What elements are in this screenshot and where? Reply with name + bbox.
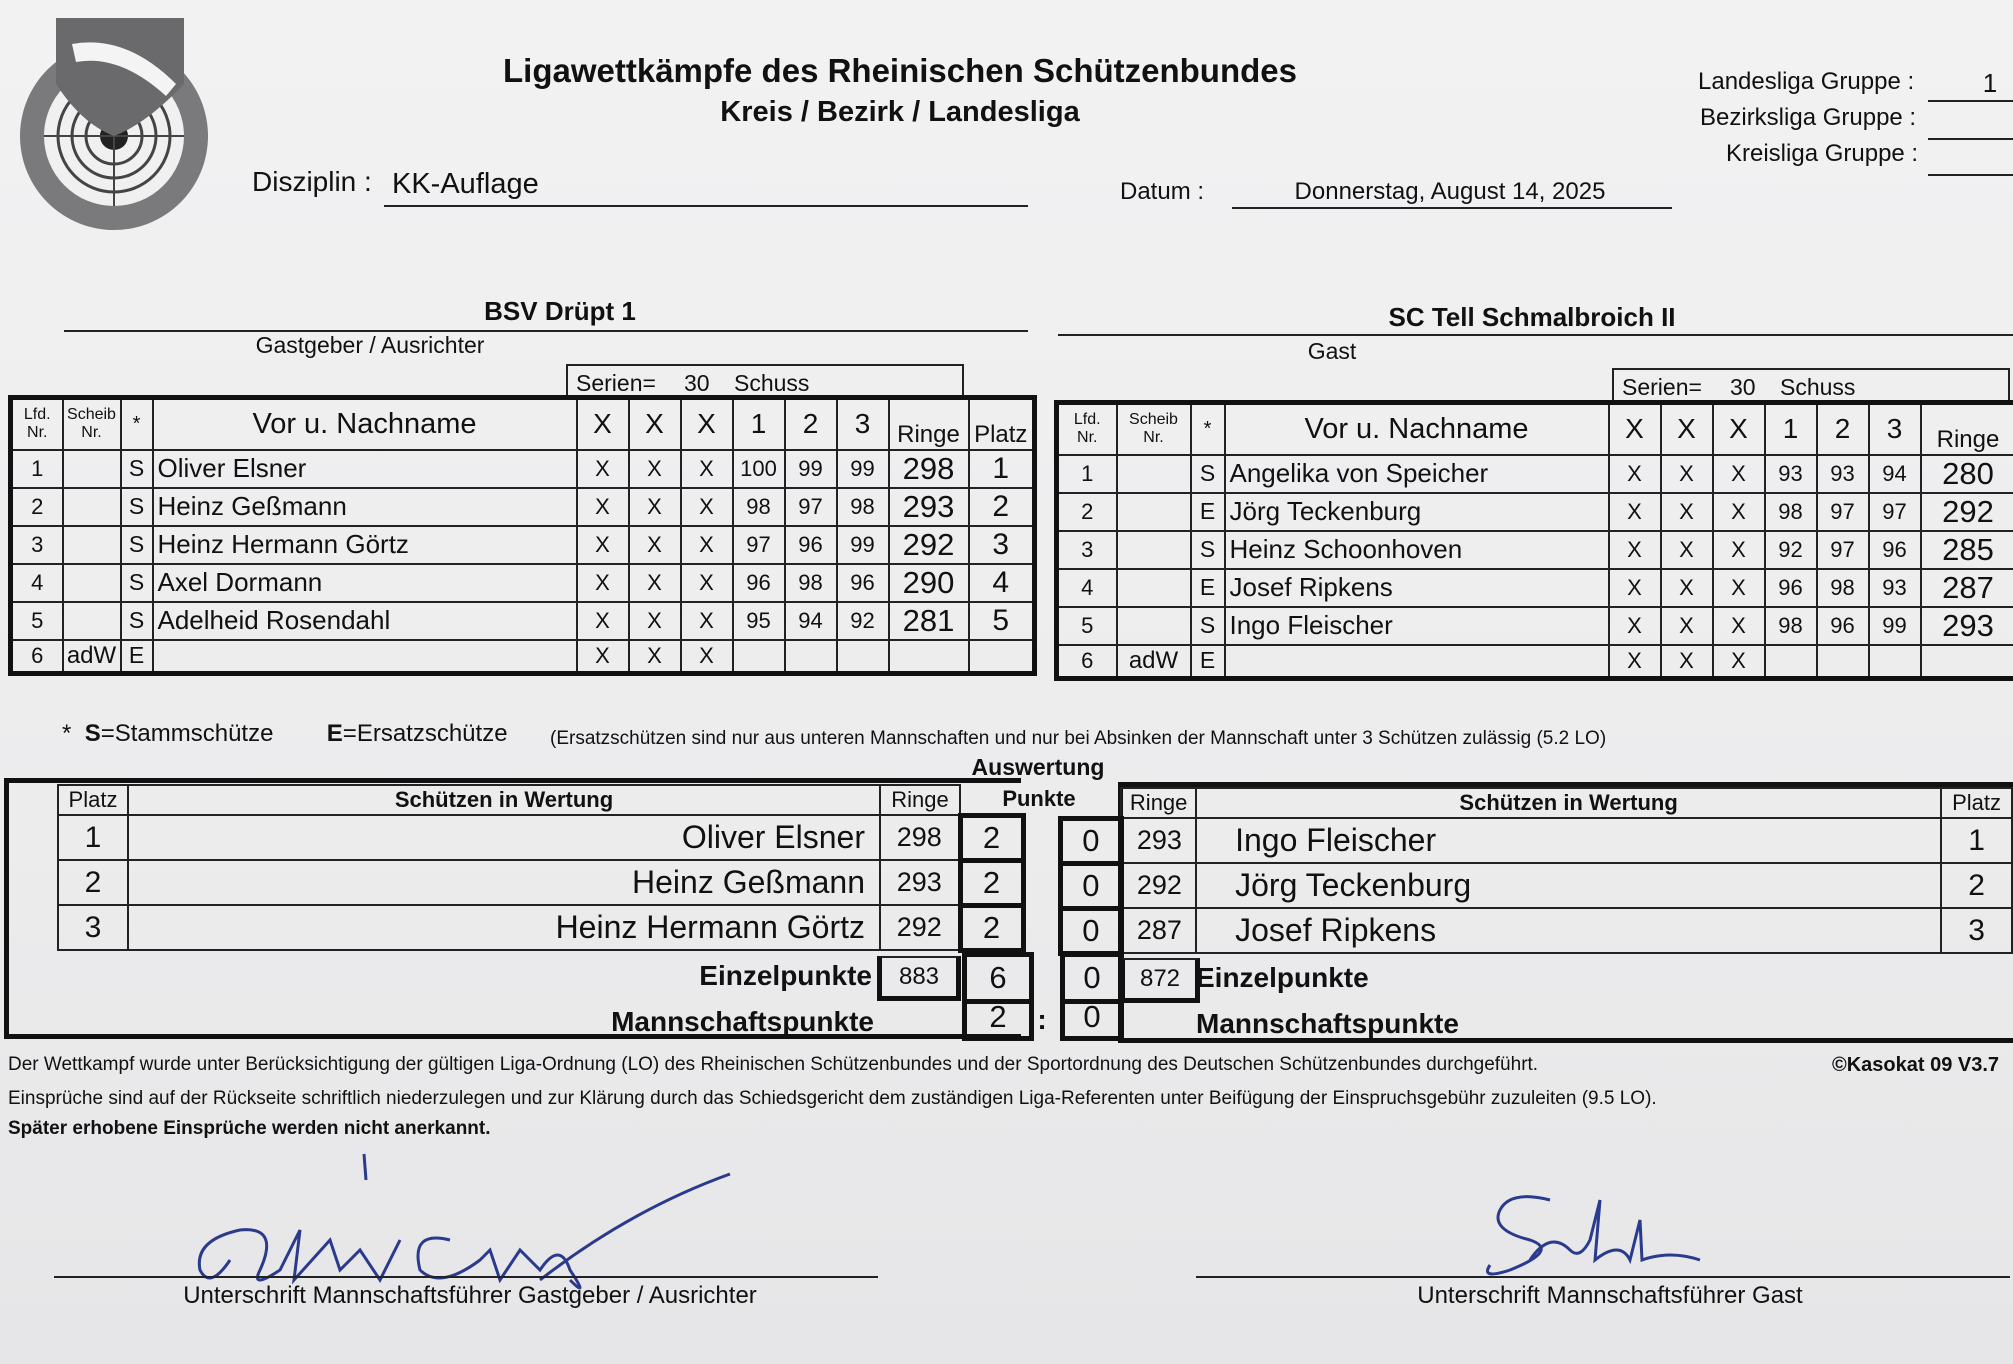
eval-punkte-cell: 2 (960, 905, 1023, 950)
guest-signature (1470, 1180, 1710, 1290)
guest-ringe-sum: 872 (1120, 958, 1200, 1003)
x-cell: X (1661, 531, 1713, 569)
shooter-type-cell: S (1191, 531, 1225, 569)
lfd-nr-cell: 6 (11, 640, 63, 674)
platz-cell: 1 (969, 450, 1035, 488)
eval-row (1061, 908, 2013, 953)
lfd-nr-cell: 1 (11, 450, 63, 488)
serie-3-cell: 97 (1869, 493, 1921, 531)
scheib-nr-cell (1117, 455, 1191, 493)
punkte-header: Punkte (1002, 786, 1076, 811)
table-row (1057, 645, 2013, 679)
ringe-cell: 293 (889, 488, 969, 526)
lfd-nr-cell: 4 (1057, 569, 1117, 607)
serie-3-cell: 98 (837, 488, 889, 526)
scheib-nr-cell (63, 488, 121, 526)
shooter-type-cell: S (121, 564, 153, 602)
x-cell: X (1713, 531, 1765, 569)
page-subtitle: Kreis / Bezirk / Landesliga (720, 96, 1080, 128)
ringe-cell (1921, 645, 2013, 679)
serie-2-cell: 97 (1817, 493, 1869, 531)
lfd-nr-cell: 5 (1057, 607, 1117, 645)
ringe-cell: 298 (889, 450, 969, 488)
x-cell: X (1661, 607, 1713, 645)
serie-1-cell: 93 (1765, 455, 1817, 493)
serien-label: Serien= (1622, 374, 1702, 400)
table-row (11, 640, 1035, 674)
scheib-nr-cell: adW (1117, 645, 1191, 679)
serie-1-cell: 96 (733, 564, 785, 602)
ringe-cell: 287 (1921, 569, 2013, 607)
shooter-type-cell: S (121, 526, 153, 564)
landesliga-label: Landesliga Gruppe : (1698, 68, 1915, 95)
disziplin-value: KK-Auflage (392, 168, 539, 200)
shooter-name-cell: Heinz Geßmann (153, 488, 577, 526)
shooter-name-cell: Heinz Schoonhoven (1225, 531, 1609, 569)
schuss-label: Schuss (1780, 374, 1856, 400)
serie-2-cell: 96 (785, 526, 837, 564)
serie-2-cell: 98 (785, 564, 837, 602)
lfd-nr-cell: 2 (1057, 493, 1117, 531)
shooter-type-cell: E (1191, 569, 1225, 607)
ringe-cell (889, 640, 969, 674)
eval-schuetzen-header: Schützen in Wertung (1196, 788, 1941, 818)
name-header: Vor u. Nachname (1225, 403, 1609, 455)
platz-cell: 3 (969, 526, 1035, 564)
platz-cell (969, 640, 1035, 674)
x-cell: X (1713, 569, 1765, 607)
x-cell: X (1713, 493, 1765, 531)
home-serien-box (566, 364, 964, 398)
lfd-nr-header: Lfd. Nr. (1057, 403, 1117, 455)
ringe-cell: 280 (1921, 455, 2013, 493)
x-cell: X (629, 564, 681, 602)
eval-ringe-cell: 287 (1121, 908, 1196, 953)
serien-count: 30 (1730, 374, 1756, 400)
ringe-cell: 293 (1921, 607, 2013, 645)
eval-punkte-cell: 0 (1061, 908, 1122, 953)
eval-platz-cell: 3 (58, 905, 128, 950)
x-cell: X (629, 602, 681, 640)
x-cell: X (629, 640, 681, 674)
shooter-name-cell: Axel Dormann (153, 564, 577, 602)
eval-platz-header: Platz (58, 785, 128, 815)
shooter-type-cell: E (1191, 493, 1225, 531)
bezirksliga-label: Bezirksliga Gruppe : (1700, 104, 1917, 131)
scheib-nr-header: Scheib Nr. (1117, 403, 1191, 455)
serie-1-header: 1 (733, 398, 785, 450)
guest-einzelpunkte-value: 0 (1060, 952, 1124, 1004)
shooter-type-cell: E (1191, 645, 1225, 679)
eval-row (1061, 818, 2013, 863)
eval-ringe-header: Ringe (1121, 788, 1196, 818)
serie-3-cell: 92 (837, 602, 889, 640)
x-cell: X (1713, 455, 1765, 493)
serie-2-cell: 99 (785, 450, 837, 488)
legend-e-text: =Ersatzschütze (342, 720, 508, 747)
eval-platz-cell: 1 (58, 815, 128, 860)
eval-platz-cell: 3 (1941, 908, 2012, 953)
guest-serien-box (1612, 368, 2010, 402)
home-signature-label: Unterschrift Mannschaftsführer Gastgeber / Ausrichter (183, 1282, 757, 1309)
shooter-type-cell: E (121, 640, 153, 674)
serien-count: 30 (684, 370, 710, 396)
legend-s-text: =Stammschütze (100, 720, 274, 747)
shooter-name-cell: Jörg Teckenburg (1225, 493, 1609, 531)
platz-cell: 4 (969, 564, 1035, 602)
serie-3-cell: 99 (837, 526, 889, 564)
serie-1-cell: 95 (733, 602, 785, 640)
serie-1-cell: 96 (1765, 569, 1817, 607)
scheib-nr-cell (1117, 531, 1191, 569)
serie-1-cell: 98 (1765, 493, 1817, 531)
eval-row (58, 905, 1023, 950)
guest-shooters-table (1054, 400, 2013, 681)
ringe-header: Ringe (889, 398, 969, 450)
x-cell: X (681, 640, 733, 674)
target-emblem-icon (16, 14, 212, 236)
home-mannschaftspunkte-value: 2 (962, 998, 1034, 1041)
serie-2-header: 2 (785, 398, 837, 450)
legend-star: * (62, 720, 72, 747)
ringe-cell: 292 (1921, 493, 2013, 531)
eval-platz-cell: 1 (1941, 818, 2012, 863)
x-cell: X (577, 602, 629, 640)
x-cell: X (1713, 607, 1765, 645)
shooter-name-cell: Oliver Elsner (153, 450, 577, 488)
x-cell: X (1713, 645, 1765, 679)
serie-1-cell: 98 (733, 488, 785, 526)
serie-2-header: 2 (1817, 403, 1869, 455)
eval-platz-cell: 2 (58, 860, 128, 905)
x-cell: X (681, 488, 733, 526)
serie-2-cell: 98 (1817, 569, 1869, 607)
shooter-name-cell: Angelika von Speicher (1225, 455, 1609, 493)
eval-punkte-cell: 2 (960, 860, 1023, 905)
x-header: X (629, 398, 681, 450)
serie-2-cell: 96 (1817, 607, 1869, 645)
eval-name-cell: Heinz Hermann Görtz (128, 905, 880, 950)
shooter-name-cell: Josef Ripkens (1225, 569, 1609, 607)
home-mannschaftspunkte-label: Mannschaftspunkte (611, 1006, 874, 1037)
scheib-nr-cell (63, 450, 121, 488)
x-cell: X (1609, 607, 1661, 645)
serie-3-cell (837, 640, 889, 674)
x-cell: X (577, 450, 629, 488)
serie-2-cell: 94 (785, 602, 837, 640)
scheib-nr-cell (63, 564, 121, 602)
shooter-name-cell (153, 640, 577, 674)
scheib-nr-header: Scheib Nr. (63, 398, 121, 450)
x-cell: X (1661, 569, 1713, 607)
eval-punkte-cell: 0 (1061, 818, 1122, 863)
eval-platz-header: Platz (1941, 788, 2012, 818)
guest-evaluation-table (1058, 787, 2013, 956)
footer-line-1: Der Wettkampf wurde unter Berücksichtigung der gültigen Liga-Ordnung (LO) des Rheinischen Schützenbundes und der Sportordnung des Deutschen Schützenbundes durchgeführt. (8, 1054, 1539, 1075)
x-header: X (681, 398, 733, 450)
legend (62, 720, 508, 748)
home-einzelpunkte-value: 6 (962, 952, 1034, 1004)
footer-line-3: Später erhobene Einsprüche werden nicht anerkannt. (8, 1118, 491, 1139)
serie-3-header: 3 (1869, 403, 1921, 455)
serie-1-cell: 92 (1765, 531, 1817, 569)
eval-punkte-cell: 2 (960, 815, 1023, 860)
table-row (11, 564, 1035, 602)
legend-note: (Ersatzschützen sind nur aus unteren Mannschaften und nur bei Absinken der Mannschaft unter 3 Schützen zulässig (5.2 LO) (550, 728, 1607, 749)
serie-1-cell: 97 (733, 526, 785, 564)
scheib-nr-cell (1117, 569, 1191, 607)
shooter-type-cell: S (121, 450, 153, 488)
x-cell: X (629, 450, 681, 488)
eval-name-cell: Heinz Geßmann (128, 860, 880, 905)
x-cell: X (577, 564, 629, 602)
shooter-name-cell: Heinz Hermann Görtz (153, 526, 577, 564)
x-cell: X (681, 564, 733, 602)
eval-ringe-cell: 298 (880, 815, 960, 860)
serie-3-header: 3 (837, 398, 889, 450)
shooter-type-cell: S (1191, 607, 1225, 645)
x-cell: X (681, 602, 733, 640)
mannschaftspunkte-colon: : (1037, 1004, 1047, 1035)
shooter-name-cell: Ingo Fleischer (1225, 607, 1609, 645)
home-ringe-sum: 883 (877, 956, 961, 1001)
x-header: X (1609, 403, 1661, 455)
scheib-nr-cell (63, 602, 121, 640)
eval-ringe-cell: 293 (880, 860, 960, 905)
guest-team-name: SC Tell Schmalbroich II (1388, 302, 1676, 332)
eval-ringe-cell: 293 (1121, 818, 1196, 863)
eval-platz-cell: 2 (1941, 863, 2012, 908)
eval-ringe-header: Ringe (880, 785, 960, 815)
datum-label: Datum : (1120, 178, 1205, 205)
home-einzelpunkte-label: Einzelpunkte (699, 960, 872, 991)
table-row (1057, 493, 2013, 531)
serien-label: Serien= (576, 370, 656, 396)
name-header: Vor u. Nachname (153, 398, 577, 450)
guest-einzelpunkte-label: Einzelpunkte (1196, 962, 1369, 993)
lfd-nr-cell: 2 (11, 488, 63, 526)
guest-signature-label: Unterschrift Mannschaftsführer Gast (1417, 1282, 1803, 1309)
type-header: * (121, 398, 153, 450)
serie-3-cell: 93 (1869, 569, 1921, 607)
eval-row (1061, 863, 2013, 908)
scheib-nr-cell: adW (63, 640, 121, 674)
eval-name-cell: Ingo Fleischer (1196, 818, 1941, 863)
platz-cell: 2 (969, 488, 1035, 526)
footer-line-2: Einsprüche sind auf der Rückseite schriftlich niederzulegen und zur Klärung durch das Schiedsgericht dem zuständigen Liga-Referenten unter Beifügung der Einspruchsgebühr zuzuleiten (9.5 LO). (8, 1088, 1657, 1109)
home-evaluation-table (57, 784, 1026, 953)
serie-3-cell: 94 (1869, 455, 1921, 493)
ringe-cell: 285 (1921, 531, 2013, 569)
x-cell: X (1609, 645, 1661, 679)
shooter-type-cell: S (121, 488, 153, 526)
shooter-type-cell: S (121, 602, 153, 640)
x-cell: X (577, 526, 629, 564)
home-team-name: BSV Drüpt 1 (484, 296, 636, 326)
x-header: X (1713, 403, 1765, 455)
x-header: X (577, 398, 629, 450)
eval-name-cell: Josef Ripkens (1196, 908, 1941, 953)
datum-value: Donnerstag, August 14, 2025 (1294, 178, 1606, 205)
home-role: Gastgeber / Ausrichter (255, 332, 485, 358)
x-cell: X (577, 640, 629, 674)
serie-3-cell: 96 (837, 564, 889, 602)
serie-3-cell: 99 (837, 450, 889, 488)
platz-header: Platz (969, 398, 1035, 450)
serie-1-cell (733, 640, 785, 674)
disziplin-label: Disziplin : (252, 166, 372, 197)
eval-punkte-cell: 0 (1061, 863, 1122, 908)
serie-2-cell: 93 (1817, 455, 1869, 493)
guest-role: Gast (1307, 338, 1357, 364)
x-cell: X (1661, 645, 1713, 679)
ringe-cell: 292 (889, 526, 969, 564)
ringe-cell: 281 (889, 602, 969, 640)
eval-row (58, 860, 1023, 905)
platz-cell: 5 (969, 602, 1035, 640)
home-shooters-table (8, 395, 1037, 676)
eval-row (58, 815, 1023, 860)
shooter-name-cell: Adelheid Rosendahl (153, 602, 577, 640)
table-row (1057, 569, 2013, 607)
table-row (1057, 607, 2013, 645)
serie-1-header: 1 (1765, 403, 1817, 455)
legend-s: S (84, 720, 101, 747)
shooter-name-cell (1225, 645, 1609, 679)
table-row (11, 526, 1035, 564)
scheib-nr-cell (63, 526, 121, 564)
lfd-nr-cell: 5 (11, 602, 63, 640)
legend-e: E (326, 720, 343, 747)
guest-mannschaftspunkte-value: 0 (1060, 998, 1124, 1041)
serie-3-cell: 96 (1869, 531, 1921, 569)
x-cell: X (1609, 569, 1661, 607)
eval-schuetzen-header: Schützen in Wertung (128, 785, 880, 815)
x-cell: X (1609, 493, 1661, 531)
serie-3-cell: 99 (1869, 607, 1921, 645)
scheib-nr-cell (1117, 493, 1191, 531)
serie-2-cell: 97 (785, 488, 837, 526)
x-cell: X (1661, 455, 1713, 493)
lfd-nr-cell: 6 (1057, 645, 1117, 679)
serie-2-cell (1817, 645, 1869, 679)
schuss-label: Schuss (734, 370, 810, 396)
scheib-nr-cell (1117, 607, 1191, 645)
x-cell: X (629, 526, 681, 564)
auswertung-title: Auswertung (971, 754, 1105, 780)
eval-ringe-cell: 292 (880, 905, 960, 950)
ringe-header: Ringe (1921, 403, 2013, 455)
eval-ringe-cell: 292 (1121, 863, 1196, 908)
shooter-type-cell: S (1191, 455, 1225, 493)
x-cell: X (629, 488, 681, 526)
serie-2-cell (785, 640, 837, 674)
x-cell: X (1661, 493, 1713, 531)
table-row (1057, 455, 2013, 493)
guest-mannschaftspunkte-label: Mannschaftspunkte (1196, 1008, 1459, 1039)
table-row (11, 488, 1035, 526)
landesliga-value: 1 (1982, 68, 1998, 98)
serie-1-cell (1765, 645, 1817, 679)
kreisliga-label: Kreisliga Gruppe : (1726, 140, 1919, 167)
lfd-nr-cell: 3 (1057, 531, 1117, 569)
x-cell: X (681, 450, 733, 488)
table-row (11, 602, 1035, 640)
x-cell: X (1609, 455, 1661, 493)
x-cell: X (681, 526, 733, 564)
lfd-nr-cell: 1 (1057, 455, 1117, 493)
serie-3-cell (1869, 645, 1921, 679)
lfd-nr-cell: 3 (11, 526, 63, 564)
x-cell: X (1609, 531, 1661, 569)
page-title: Ligawettkämpfe des Rheinischen Schützenbundes (503, 52, 1297, 89)
lfd-nr-cell: 4 (11, 564, 63, 602)
table-row (1057, 531, 2013, 569)
table-row (11, 450, 1035, 488)
lfd-nr-header: Lfd. Nr. (11, 398, 63, 450)
eval-name-cell: Oliver Elsner (128, 815, 880, 860)
eval-name-cell: Jörg Teckenburg (1196, 863, 1941, 908)
x-cell: X (577, 488, 629, 526)
serie-2-cell: 97 (1817, 531, 1869, 569)
serie-1-cell: 98 (1765, 607, 1817, 645)
serie-1-cell: 100 (733, 450, 785, 488)
type-header: * (1191, 403, 1225, 455)
ringe-cell: 290 (889, 564, 969, 602)
copyright: ©Kasokat 09 V3.7 (1832, 1054, 2000, 1076)
x-header: X (1661, 403, 1713, 455)
